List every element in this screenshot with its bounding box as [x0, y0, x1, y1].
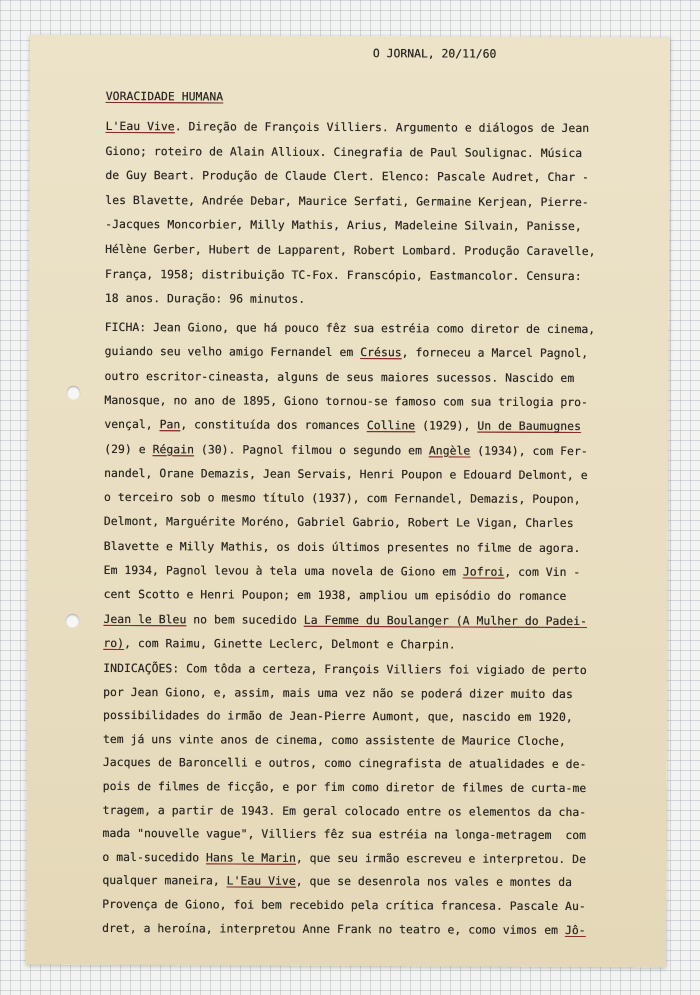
text-segment: cent Scotto e Henri Poupon; em 1938, ampliou um episódio do romance: [103, 587, 567, 604]
underlined-title: Hans le Marin: [206, 850, 296, 865]
text-line: [103, 732, 566, 748]
text-segment: (29) e: [104, 441, 153, 456]
newspaper-dateline: O JORNAL, 20/11/60: [372, 46, 497, 61]
text-line: [105, 144, 582, 160]
text-line: [102, 897, 586, 913]
text-segment: , com Vin -: [504, 564, 581, 580]
text-segment: , que se desenrola nos vales e montes da: [295, 874, 573, 890]
underlined-title: Jô-: [564, 922, 586, 937]
text-line: [105, 193, 589, 209]
underlined-title: Angèle: [428, 442, 471, 458]
text-segment: de Guy Beart. Produção de Claude Clert. Elenco: Pascale Audret, Char -: [105, 168, 589, 185]
text-segment: tem já uns vinte anos de cinema, como assistente de Maurice Cloche,: [102, 731, 566, 748]
text-line: [102, 921, 586, 937]
text-segment: possibilidades do irmão de Jean-Pierre Aumont, que, nascido em 1920,: [103, 708, 573, 725]
text-line: [104, 393, 588, 409]
underlined-title: Jofroi: [462, 564, 505, 579]
text-segment: Em 1934, Pagnol levou à tela uma novela de Giono em: [103, 562, 463, 579]
text-line: [103, 685, 573, 701]
underlined-title: ro): [103, 635, 125, 650]
text-line: [104, 490, 581, 506]
text-segment: outro escritor-cineasta, alguns de seus maiores sucessos. Nascido em: [104, 368, 575, 385]
text-line: [104, 466, 588, 482]
text-line: [104, 587, 567, 603]
text-segment: guiando seu velho amigo Fernandel em: [104, 344, 361, 360]
underlined-title: Crésus: [360, 345, 402, 360]
text-line: [105, 168, 589, 184]
text-segment: qualquer maneira,: [102, 873, 227, 888]
text-segment: pois de filmes de ficção, e por fim como diretor de filmes de curta-me: [102, 778, 587, 796]
text-segment: , que seu irmão escreveu e interpretou. De: [295, 850, 587, 866]
underlined-title: Colline: [366, 418, 416, 433]
text-segment: , constituída dos romances: [180, 417, 367, 433]
text-segment: Jacques de Baroncelli e outros, como cinegrafista de atualidades e de-: [102, 755, 587, 772]
text-line: [105, 291, 305, 306]
text-segment: (1934), com Fer-: [470, 443, 588, 458]
text-segment: Provença de Giono, foi bem recebido pela crítica francesa. Pascale Au-: [102, 896, 586, 914]
text-segment: o terceiro sob o mesmo título (1937), com Fernandel, Demazis, Poupon,: [103, 490, 581, 507]
text-line: [102, 873, 572, 889]
text-segment: Giono; roteiro de Alain Allioux. Cinegrafia de Paul Soulignac. Música: [105, 143, 583, 160]
text-line: [103, 612, 587, 628]
text-line: [103, 661, 587, 677]
text-line: [104, 441, 588, 457]
text-segment: Hélène Gerber, Hubert de Lapparent, Robert Lombard. Produção Caravelle,: [105, 241, 596, 259]
text-segment: nandel, Orane Demazis, Jean Servais, Henri Poupon e Edouard Delmont, e: [104, 465, 588, 482]
text-segment: , com Raimu, Ginette Leclerc, Delmont e Charpin.: [124, 635, 456, 652]
underlined-title: La Femme du Boulanger (A Mulher do Padei-: [303, 612, 588, 628]
text-line: [105, 320, 596, 336]
text-segment: mada "nouvelle vague", Villiers fêz sua estréia na longa-metragem com: [102, 826, 587, 843]
text-segment: les Blavette, Andrée Debar, Maurice Serfati, Germaine Kerjean, Pierre-: [105, 192, 589, 209]
text-line: [103, 826, 587, 842]
text-line: [103, 779, 587, 795]
text-segment: dret, a heroína, interpretou Anne Frank no teatro e, como vimos em: [102, 920, 565, 937]
text-segment: Delmont, Marguérite Moréno, Gabriel Gabrio, Robert Le Vigan, Charles: [103, 514, 574, 531]
text-segment: vençal,: [104, 417, 160, 432]
text-line: [104, 417, 581, 433]
text-line: [105, 267, 582, 283]
text-segment: 18 anos. Duração: 96 minutos.: [104, 291, 306, 306]
underlined-title: Pan: [159, 417, 181, 432]
underlined-title: L'Eau Vive: [105, 118, 175, 134]
typewritten-page: [26, 35, 670, 968]
text-line: [105, 242, 596, 258]
text-segment: . Direção de François Villiers. Argumento e diálogos de Jean: [174, 119, 590, 136]
punch-hole-top: [66, 386, 80, 400]
underlined-title: L'Eau Vive: [226, 873, 296, 889]
text-segment: FICHA: Jean Giono, que há pouco fêz sua estréia como diretor de cinema,: [104, 319, 596, 337]
text-segment: Manosque, no ano de 1895, Giono tornou-se famoso com sua trilogia pro-: [104, 392, 589, 409]
underlined-title: Régain: [152, 441, 195, 456]
text-line: [103, 636, 455, 652]
text-segment: tragem, a partir de 1943. Em geral colocado entre os elementos da cha-: [102, 802, 587, 819]
text-line: [103, 803, 587, 819]
document-title: VORACIDADE HUMANA: [105, 88, 224, 104]
text-line: [104, 563, 581, 579]
underlined-title: Un de Baumugnes: [477, 418, 582, 434]
text-line: [102, 850, 586, 866]
text-segment: (1929),: [415, 418, 478, 433]
punch-hole-bottom: [65, 614, 79, 628]
text-line: [103, 755, 587, 771]
text-line: [105, 369, 575, 385]
underlined-title: Jean le Bleu: [103, 611, 187, 626]
text-line: [105, 344, 589, 360]
text-segment: por Jean Giono, e, assim, mais uma vez não se poderá dizer muito das: [103, 684, 573, 701]
text-line: [105, 217, 582, 233]
text-segment: no bem sucedido: [186, 611, 304, 627]
text-segment: -Jacques Moncorbier, Milly Mathis, Arius, Madeleine Silvain, Panisse,: [105, 217, 582, 234]
text-segment: (30). Pagnol filmou o segundo em: [194, 441, 429, 457]
text-line: [104, 539, 581, 555]
text-line: [106, 119, 590, 135]
text-line: [104, 514, 574, 530]
text-segment: INDICAÇÕES: Com tôda a certeza, François Villiers foi vigiado de perto: [103, 660, 587, 678]
text-segment: , forneceu a Marcel Pagnol,: [401, 345, 589, 361]
text-line: [103, 708, 573, 724]
text-segment: França, 1958; distribuição TC-Fox. Franscópio, Eastmancolor. Censura:: [104, 266, 582, 283]
text-segment: Blavette e Milly Mathis, os dois últimos presentes no filme de agora.: [103, 538, 581, 555]
text-segment: o mal-sucedido: [102, 849, 207, 865]
